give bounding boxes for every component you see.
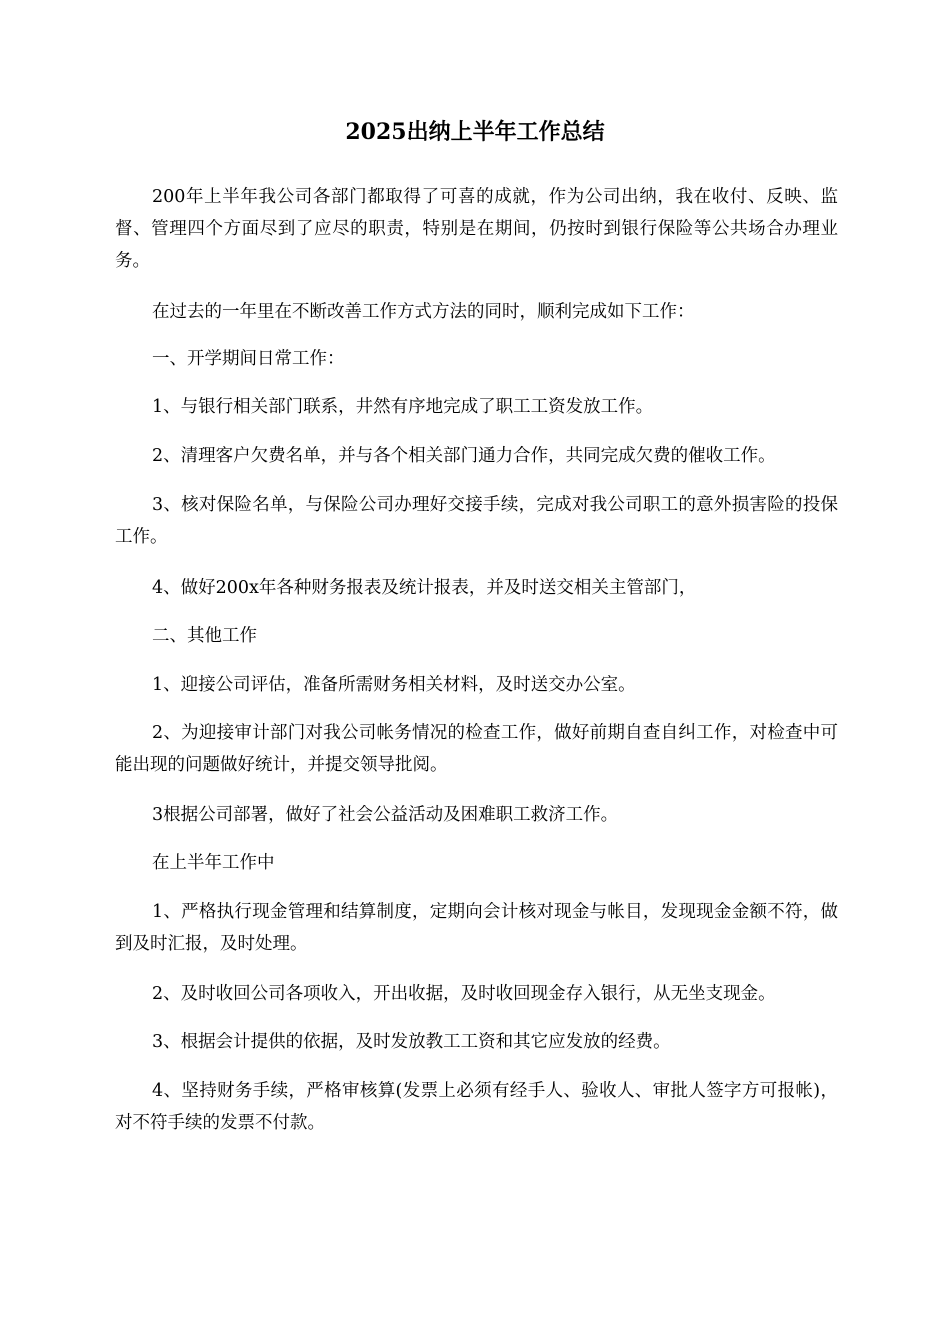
paragraph-item: 3、根据会计提供的依据，及时发放教工工资和其它应发放的经费。 [152,1032,671,1052]
paragraph-intro: 200年上半年我公司各部门都取得了可喜的成就，作为公司出纳，我在收付、反映、监督、管理四个方面尽到了应尽的职责，特别是在期间，仍按时到银行保险等公共场合办理业务。 [115,187,838,271]
paragraph-item: 1、严格执行现金管理和结算制度，定期向会计核对现金与帐目，发现现金金额不符，做到及时汇报，及时处理。 [115,902,838,954]
paragraph-item: 2、为迎接审计部门对我公司帐务情况的检查工作，做好前期自查自纠工作，对检查中可能出现的问题做好统计，并提交领导批阅。 [115,723,838,775]
paragraph-overview: 在过去的一年里在不断改善工作方式方法的同时，顺利完成如下工作： [152,302,695,322]
paragraph-item: 4、做好200x年各种财务报表及统计报表，并及时送交相关主管部门， [152,578,697,598]
paragraph-item: 2、及时收回公司各项收入，开出收据，及时收回现金存入银行，从无坐支现金。 [152,984,776,1004]
paragraph-item: 3、核对保险名单，与保险公司办理好交接手续，完成对我公司职工的意外损害险的投保工作。 [115,495,838,547]
section-heading-first-half: 在上半年工作中 [152,853,275,873]
paragraph-item: 1、与银行相关部门联系，井然有序地完成了职工工资发放工作。 [152,397,654,417]
paragraph-item: 3根据公司部署，做好了社会公益活动及困难职工救济工作。 [152,805,619,825]
document-title: 2025出纳上半年工作总结 [345,119,605,145]
section-heading-daily-work: 一、开学期间日常工作： [152,349,345,369]
section-heading-other-work: 二、其他工作 [152,626,257,646]
paragraph-item: 1、迎接公司评估，准备所需财务相关材料，及时送交办公室。 [152,675,636,695]
paragraph-item: 4、坚持财务手续，严格审核算(发票上必须有经手人、验收人、审批人签字方可报帐)，对不符手续的发票不付款。 [115,1081,838,1133]
paragraph-item: 2、清理客户欠费名单，并与各个相关部门通力合作，共同完成欠费的催收工作。 [152,446,776,466]
